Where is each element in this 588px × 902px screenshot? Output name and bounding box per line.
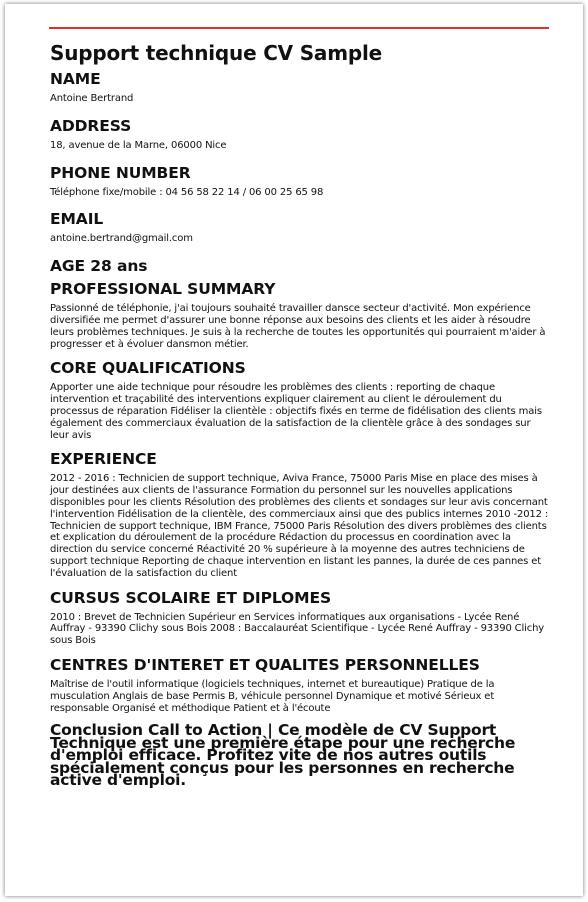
name-heading: NAME <box>50 70 101 88</box>
education-value: 2010 : Brevet de Technicien Supérieur en Services informatiques aux organisations - Lycée René Auffray - 93390 Clichy sous Bois 2008 : Baccalauréat Scientifique - Lycée René Auffray - 93390 Clichy sous Bois <box>50 611 545 647</box>
qualifications-heading: CORE QUALIFICATIONS <box>50 359 246 378</box>
accent-rule <box>49 27 549 29</box>
address-heading: ADDRESS <box>50 116 132 135</box>
summary-value: Passionné de téléphonie, j'ai toujours souhaité travailler dansce secteur d'activité. Mon expérience diversifiée me permet d'assurer une bonne réponse aux besoins des clients et les aider à résoudre leurs problèmes techniques. Je suis à la recherche de toutes les opportunités qui pourraient m'aider à progresser et à évoluer dansmon métier. <box>50 303 546 350</box>
cv-content <box>50 41 550 790</box>
experience-value: 2012 - 2016 : Technicien de support technique, Aviva France, 75000 Paris Mise en place des mises à jour destinées aux clients de l'assurance Formation du personnel sur les nouvelles applications disponibles pour les clients Résolution des problèmes des clients et sondages sur leur avis concernant l'intervention Fidélisation de la clientèle, des commerciaux ainsi que des publics internes 2010 -2012 : Technicien de support technique, IBM France, 75000 Paris Résolution des divers problèmes des clients et explication du déroulement de la procédure Rédaction du processus en coordination avec la direction du service concerné Réactivité 20 % supérieure à la moyenne des autres techniciens de support technique Reporting de chaque intervention en listant les pannes, la durée de ces pannes et l'évaluation de la satisfaction du client <box>50 473 549 579</box>
conclusion-text: Conclusion Call to Action | Ce modèle de CV Support Technique est une première étape pour une recherche d'emploi efficace. Profitez vite de nos autres outils spécialement conçus pour les personnes en recherche active d'emploi. <box>50 721 516 790</box>
summary-heading: PROFESSIONAL SUMMARY <box>50 280 276 299</box>
cv-page <box>5 4 583 896</box>
document-title: Support technique CV Sample <box>50 41 382 65</box>
interests-heading: CENTRES D'INTERET ET QUALITES PERSONNELLES <box>50 655 480 674</box>
qualifications-value: Apporter une aide technique pour résoudre les problèmes des clients : reporting de chaque intervention et traçabilité des interventions expliquer clairement au client le déroulement du processus de réparation Fidéliser la clientèle : objectifs fixés en terme de fidélisation des clients mais également des commerciaux évaluation de la satisfaction de la clientèle grâce à des sondages sur leur avis <box>50 382 542 441</box>
email-value: antoine.bertrand@gmail.com <box>50 233 193 245</box>
interests-value: Maîtrise de l'outil informatique (logiciels techniques, internet et bureautique) Pratique de la musculation Anglais de base Permis B, véhicule personnel Dynamique et motivé Sérieux et responsable Organisé et méthodique Patient et à l'écoute <box>50 678 495 714</box>
address-value: 18, avenue de la Marne, 06000 Nice <box>50 139 227 151</box>
phone-heading: PHONE NUMBER <box>50 163 191 182</box>
email-heading: EMAIL <box>50 210 104 229</box>
phone-value: Téléphone fixe/mobile : 04 56 58 22 14 / 06 00 25 65 98 <box>50 186 324 198</box>
age-heading: AGE 28 ans <box>50 257 148 276</box>
experience-heading: EXPERIENCE <box>50 450 157 469</box>
name-value: Antoine Bertrand <box>50 93 134 104</box>
education-heading: CURSUS SCOLAIRE ET DIPLOMES <box>50 588 332 607</box>
